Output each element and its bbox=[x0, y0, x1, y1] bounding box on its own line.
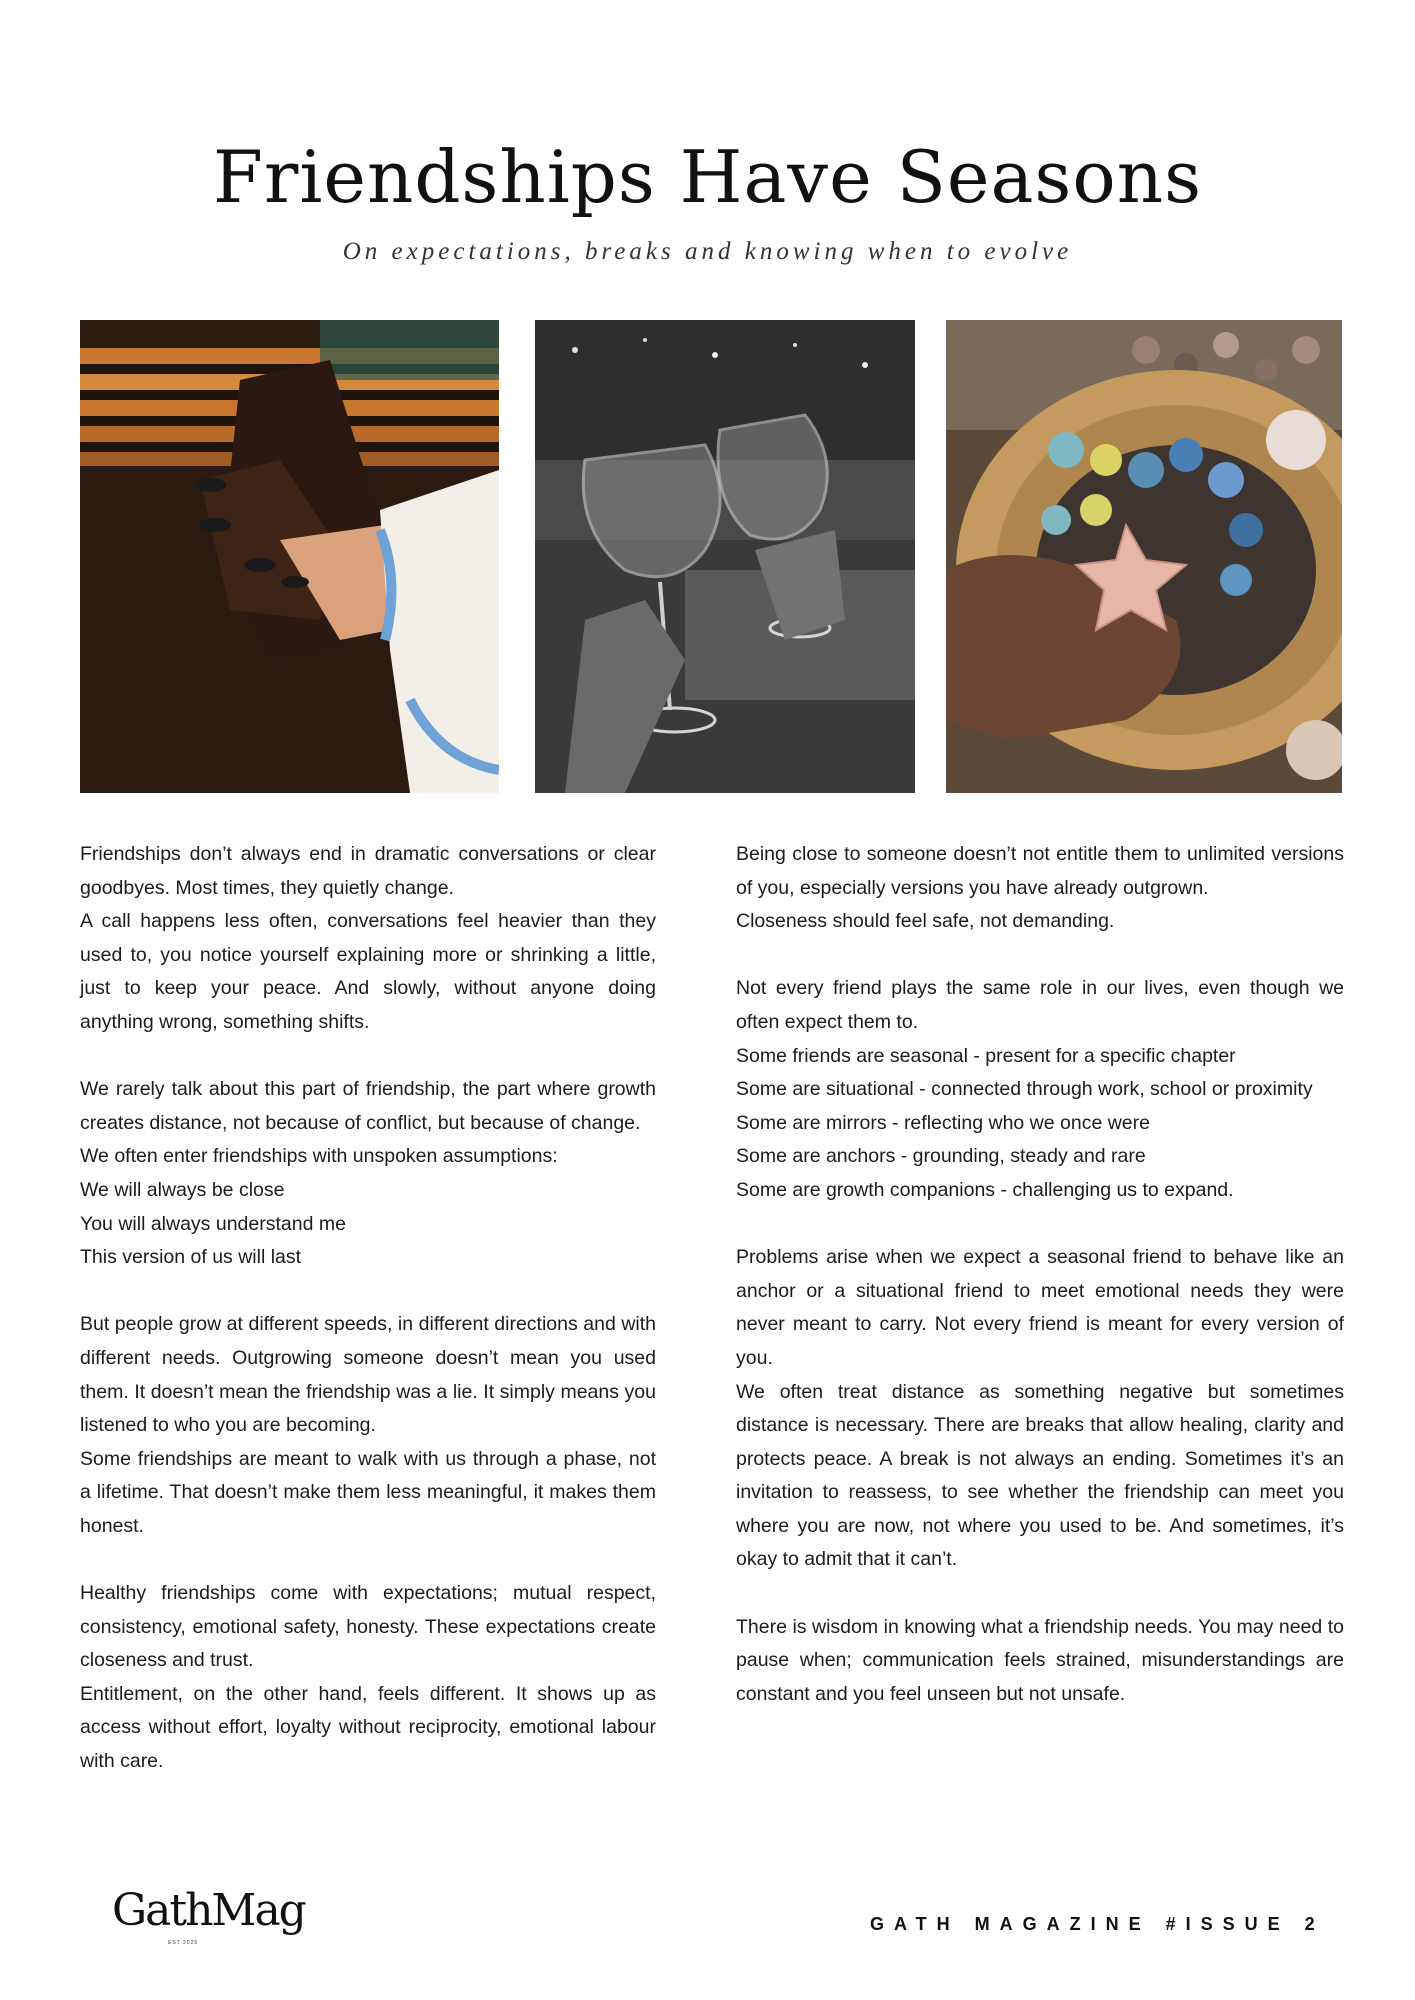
text-line: This version of us will last bbox=[80, 1246, 302, 1269]
wine-glasses-toast-photo bbox=[535, 320, 915, 793]
paragraph bbox=[736, 1241, 1344, 1577]
right-text-column bbox=[736, 838, 1344, 1745]
text-line: We will always be close bbox=[80, 1178, 285, 1201]
text-line: Some are mirrors - reflecting who we once were bbox=[736, 1111, 1150, 1134]
paragraph bbox=[736, 838, 1344, 939]
text-line: You will always understand me bbox=[80, 1212, 346, 1235]
text-line: Some friendships are meant to walk with us through a phase, not a lifetime. That doesn’t make them less meaningful, it makes them honest. bbox=[80, 1447, 656, 1537]
paragraph bbox=[80, 1308, 656, 1543]
article-title: Friendships Have Seasons bbox=[212, 135, 1203, 219]
text-line: Not every friend plays the same role in our lives, even though we often expect them to. bbox=[736, 977, 1344, 1033]
text-line: Some are growth companions - challenging us to expand. bbox=[736, 1178, 1234, 1201]
article-subtitle: On expectations, breaks and knowing when to evolve bbox=[342, 238, 1073, 265]
text-line: We often enter friendships with unspoken assumptions: bbox=[80, 1145, 558, 1168]
text-line: Some are anchors - grounding, steady and rare bbox=[736, 1145, 1146, 1168]
paragraph bbox=[80, 1577, 656, 1779]
paragraph bbox=[736, 972, 1344, 1207]
text-line: A call happens less often, conversations feel heavier than they used to, you notice yourself explaining more or shrinking a little, just to keep your peace. And slowly, without anyone doing anything wrong, something shifts. bbox=[80, 910, 656, 1033]
text-line: But people grow at different speeds, in different directions and with different needs. Outgrowing someone doesn’t mean you used them. It doesn’t mean the friendship was a lie. It simply means you listened to who you are becoming. bbox=[80, 1313, 656, 1437]
text-line: Healthy friendships come with expectations; mutual respect, consistency, emotional safety, honesty. These expectations create closeness and trust. bbox=[80, 1582, 656, 1672]
logo-wordmark: GathMag bbox=[112, 1885, 305, 1936]
text-line: Problems arise when we expect a seasonal friend to behave like an anchor or a situational friend to meet emotional needs they were never meant to carry. Not every friend is meant for every version of you. bbox=[736, 1246, 1344, 1369]
paragraph bbox=[80, 838, 656, 1040]
text-line: Some are situational - connected through work, school or proximity bbox=[736, 1078, 1313, 1101]
issue-label: GATH MAGAZINE #ISSUE 2 bbox=[870, 1914, 1325, 1934]
text-line: We often treat distance as something negative but sometimes distance is necessary. There are breaks that allow healing, clarity and protects peace. A break is not always an ending. Sometimes it’s an invitation to reassess, to see whether the friendship can meet you where you are now, not where you used to be. And sometimes, it’s okay to admit that it can’t. bbox=[736, 1380, 1344, 1571]
crystal-star-in-hand-photo bbox=[946, 320, 1342, 793]
text-line: Being close to someone doesn’t not entitle them to unlimited versions of you, especially versions you have already outgrown. bbox=[736, 843, 1344, 899]
paragraph bbox=[80, 1073, 656, 1275]
text-line: Some friends are seasonal - present for a specific chapter bbox=[736, 1044, 1236, 1067]
left-text-column bbox=[80, 838, 656, 1812]
text-line: We rarely talk about this part of friendship, the part where growth creates distance, not because of conflict, but because of change. bbox=[80, 1078, 656, 1134]
holding-hands-photo bbox=[80, 320, 499, 793]
text-line: Friendships don’t always end in dramatic conversations or clear goodbyes. Most times, they quietly change. bbox=[80, 843, 656, 899]
paragraph bbox=[736, 1611, 1344, 1712]
gathmag-logo bbox=[112, 1885, 305, 1946]
logo-established: EST 2025 bbox=[168, 1940, 199, 1946]
text-line: Entitlement, on the other hand, feels different. It shows up as access without effort, loyalty without reciprocity, emotional labour with care. bbox=[80, 1682, 656, 1773]
text-line: Closeness should feel safe, not demanding. bbox=[736, 910, 1115, 933]
text-line: There is wisdom in knowing what a friendship needs. You may need to pause when; communication feels strained, misunderstandings are constant and you feel unseen but not unsafe. bbox=[736, 1615, 1344, 1705]
